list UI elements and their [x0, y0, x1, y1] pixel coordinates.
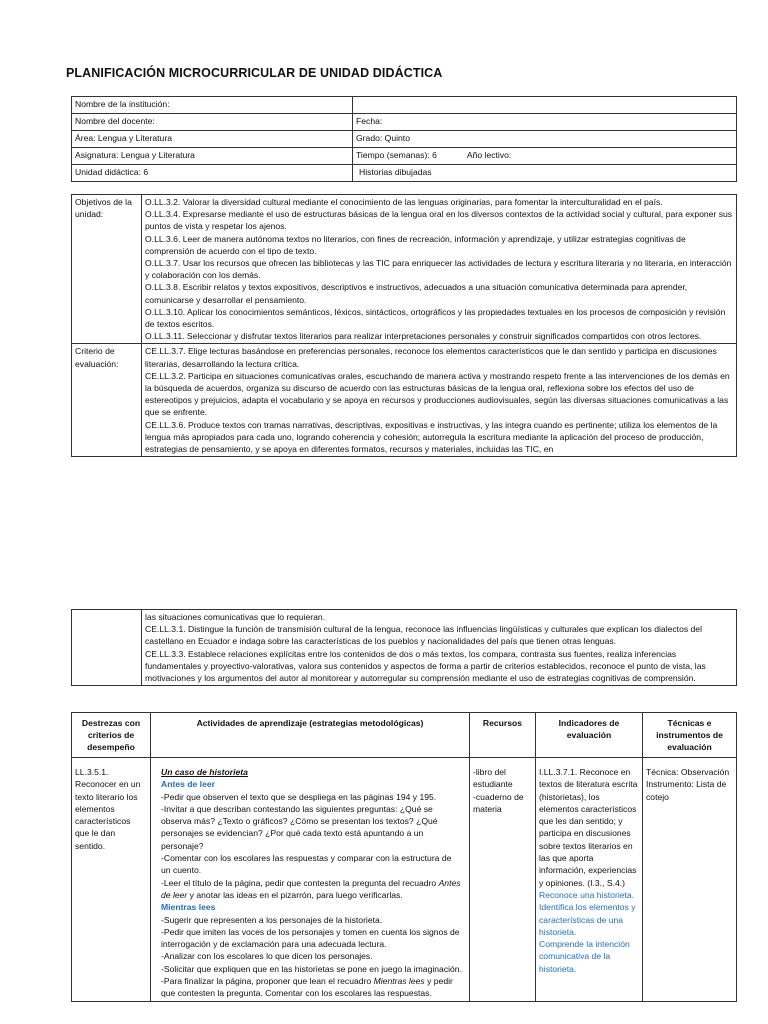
table-row [72, 165, 737, 182]
criteria-continuation-table [71, 609, 737, 686]
list-item: O.LL.3.8. Escribir relatos y textos expositivos, descriptivos e instructivos, adecuados a una situación comunicativa determinada para aprender, comunicarse y desarrollar el pensamiento. [145, 282, 688, 305]
empty-label-cell [72, 610, 142, 686]
text-part: -Para finalizar la página, proponer que lean el recuadro [161, 976, 374, 987]
grade-cell: Grado: Quinto [353, 131, 737, 148]
list-item [161, 877, 463, 902]
indicators-header: Indicadores de evaluación [536, 713, 643, 758]
list-item: CE.LL.3.2. Participa en situaciones comunicativas orales, escuchando de manera activa y mostrando respeto frente a las intervenciones de los demás en la búsqueda de acuerdos, organiza su discurso de acuerdo con las estructuras básicas de la lengua oral, reflexiona sobre los efectos del uso de estereotipos y prejuicios, adapta el vocabulario y se apoya en recursos y producciones audiovisuales, según las diversas situaciones comunicativas a las que se enfrente. [145, 370, 730, 418]
text-italic: Antes de leer [161, 877, 461, 900]
list-item: las situaciones comunicativas que lo requieran. [145, 612, 326, 622]
unit-cell: Unidad didáctica: 6 [72, 165, 353, 182]
list-item: O.LL.3.2. Valorar la diversidad cultural mediante el conocimiento de las lenguas originarias, para fomentar la interculturalidad en el país. [145, 197, 663, 207]
teacher-cell: Nombre del docente: [72, 114, 353, 131]
list-item: O.LL.3.4. Expresarse mediante el uso de estructuras básicas de la lengua oral en los diversos contextos de la actividad social y cultural, para exponer sus puntos de vista y respetar los ajenos. [145, 209, 733, 232]
table-row [72, 131, 737, 148]
list-item: O.LL.3.11. Seleccionar y disfrutar textos literarios para realizar interpretaciones personales y construir significados compartidos con otros lectores. [145, 331, 702, 342]
time-cell [353, 148, 737, 165]
instrument-text: Instrumento: Lista de cotejo [646, 779, 727, 802]
list-item: O.LL.3.7. Usar los recursos que ofrecen las bibliotecas y las TIC para enriquecer las actividades de lectura y escritura literaria y no literaria, en interacción y colaboración con los demás. [145, 258, 732, 281]
table-row [72, 195, 737, 344]
before-reading-heading: Antes de leer [161, 779, 215, 790]
list-item: O.LL.3.10. Aplicar los conocimientos semánticos, léxicos, sintácticos, ortográficos y las propiedades textuales en los procesos de composición y revisión de textos escritos. [145, 306, 726, 330]
indicator-main: I.LL.3.7.1. Reconoce en textos de literatura escrita (historietas), los elementos característicos que les dan sentido; y participa en discusiones sobre textos literarios en las que aporta información, experiencias y opiniones. (I.3., S.4.) [539, 767, 638, 888]
activities-header: Actividades de aprendizaje (estrategias metodológicas) [151, 713, 470, 758]
list-item: CE.LL.3.7. Elige lecturas basándose en preferencias personales, reconoce los elementos característicos que le dan sentido y participa en discusiones literarias, desarrollando la lectura crítica. [145, 346, 717, 369]
objectives-table [71, 194, 737, 457]
date-cell: Fecha: [353, 114, 737, 131]
list-item: CE.LL.3.1. Distingue la función de transmisión cultural de la lengua, reconoce las influencias lingüísticas y culturales que explican los dialectos del castellano en Ecuador e indaga sobre las características de los pueblos y nacionalidades del país que tienen otras lenguas. [145, 624, 702, 647]
indicator-item: Identifica los elementos y características de una historieta. [539, 902, 636, 937]
list-item: -Pedir que imiten las voces de los personajes y tomen en cuenta los signos de interrogación y de exclamación para una adecuada lectura. [161, 926, 460, 950]
table-row [72, 610, 737, 686]
while-reading-heading: Mientras lees [161, 902, 216, 913]
activities-cell [151, 758, 470, 1002]
table-row [72, 344, 737, 457]
technique-text: Técnica: Observación [646, 767, 730, 777]
table-header-row [72, 713, 737, 758]
school-year-text: Año lectivo: [466, 150, 512, 160]
criteria-label: Criterio de evaluación: [72, 344, 142, 457]
unit-name-cell: Historias dibujadas [353, 165, 737, 182]
list-item: -Comentar con los escolares las respuestas y comparar con la estructura de un cuento. [161, 853, 452, 876]
table-row [72, 97, 737, 114]
list-item: CE.LL.3.6. Produce textos con tramas narrativas, descriptivas, expositivas e instructivas, y las integra cuando es pertinente; utiliza los elementos de la lengua más apropiados para cada uno, logrando coherencia y cohesión; autorregula la escritura mediante la aplicación del proceso de producción, estrategias de pensamiento, y se apoya en diferentes formatos, recursos y materiales, incluidas las TIC, en [145, 419, 718, 455]
objectives-list [142, 195, 737, 344]
page-title: PLANIFICACIÓN MICROCURRICULAR DE UNIDAD DIDÁCTICA [66, 66, 443, 80]
list-item: O.LL.3.6. Leer de manera autónoma textos no literarios, con fines de recreación, información y aprendizaje, y utilizar estrategias cognitivas de comprensión de acuerdo con el tipo de texto. [145, 233, 686, 256]
techniques-header: Técnicas e instrumentos de evaluación [643, 713, 737, 758]
skill-cell: LL.3.5.1. Reconocer en un texto literario los elementos característicos que le dan sentido. [72, 758, 151, 1002]
indicator-item: Reconoce una historieta. [539, 889, 635, 900]
text-part: y anotar las ideas en el pizarrón, para luego verificarlas. [187, 889, 403, 900]
list-item: CE.LL.3.3. Establece relaciones explícitas entre los contenidos de dos o más textos, los compara, contrasta sus fuentes, realiza inferencias fundamentales y proyectivo-valorativas, valora sus contenidos y aspectos de forma a partir de criterios establecidos, reconoce el punto de vista, las motivaciones y los argumentos del autor al monitorear y autorregular su comprensión mediante el uso de estrategias cognitivas de comprensión. [145, 648, 706, 684]
list-item: -Pedir que observen el texto que se despliega en las páginas 194 y 195. [161, 791, 437, 802]
area-cell: Área: Lengua y Literatura [72, 131, 353, 148]
resources-header: Recursos [470, 713, 536, 758]
criteria-continuation-list [142, 610, 737, 686]
list-item: -Sugerir que representen a los personajes de la historieta. [161, 914, 383, 925]
institution-cell: Nombre de la institución: [72, 97, 353, 114]
list-item: -libro del estudiante [473, 767, 513, 790]
weeks-text: Tiempo (semanas): 6 [356, 150, 437, 160]
table-row [72, 758, 737, 1002]
table-row [72, 114, 737, 131]
planning-table [71, 712, 737, 1002]
skills-header: Destrezas con criterios de desempeño [72, 713, 151, 758]
list-item: -cuaderno de materia [473, 791, 524, 814]
resources-cell [470, 758, 536, 1002]
indicators-cell [536, 758, 643, 1002]
techniques-cell [643, 758, 737, 1002]
activity-title: Un caso de historieta [161, 767, 248, 777]
list-item: -Analizar con los escolares lo que dicen los personajes. [161, 951, 373, 962]
text-italic: Mientras lees [373, 976, 425, 987]
indicator-item: Comprende la intención comunicativa de la historieta. [539, 939, 630, 974]
table-row [72, 148, 737, 165]
text-part: -Leer el título de la página, pedir que contesten la pregunta del recuadro [161, 877, 439, 888]
objectives-label: Objetivos de la unidad: [72, 195, 142, 344]
text-part: y pedir que contesten la pregunta. Comentar con los escolares las respuestas. [161, 976, 453, 999]
list-item: -Invitar a que describan contestando las siguientes preguntas: ¿Qué se observa más? ¿Texto o gráficos? ¿Cómo se presentan los textos? ¿Qué personajes se evidencian? ¿Por qué cada texto está apuntando a un personaje? [161, 803, 438, 851]
subject-cell: Asignatura: Lengua y Literatura [72, 148, 353, 165]
list-item [161, 975, 463, 1000]
list-item: -Solicitar que expliquen que en las historietas se pone en juego la imaginación. [161, 963, 462, 974]
criteria-list [142, 344, 737, 457]
empty-cell [353, 97, 737, 114]
info-table [71, 96, 737, 182]
